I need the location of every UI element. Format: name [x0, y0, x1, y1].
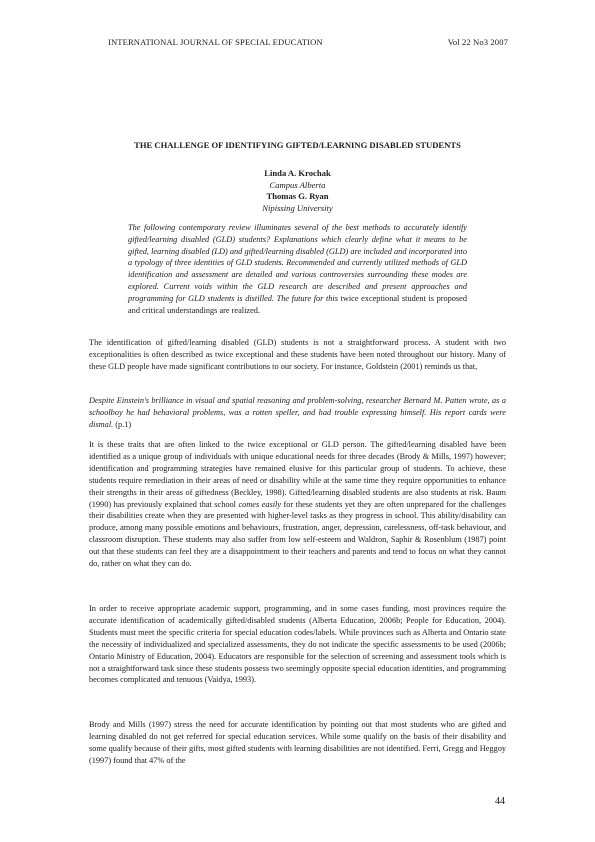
- page-number: 44: [495, 796, 505, 807]
- quote-text: Despite Einstein's brilliance in visual and spatial reasoning and problem-solving, researcher Bernard M. Patten wrote, as a schoolboy he had behavioral problems, was a rotten speller, and had trouble expressing himself. His report cards were dismal.: [89, 396, 506, 429]
- author-affiliation: Campus Alberta: [269, 179, 326, 190]
- abstract-text-upright: twice exceptional student is proposed and critical understandings are realized.: [128, 293, 467, 315]
- paragraph-referral: Brody and Mills (1997) stress the need for accurate identification by pointing out that most students who are gifted and learning disabled do not get referred for special education services. While some qualify on the basis of their disability and some qualify because of their gifts, most gifted students with learning disabilities are not identified. Ferri, Gregg and Heggoy (1997) found that 47% of the: [89, 720, 506, 765]
- author-name: Thomas G. Ryan: [266, 191, 329, 202]
- author-name: Linda A. Krochak: [264, 168, 331, 178]
- abstract-text: The following contemporary review illuminates several of the best methods to accurately identify gifted/learning disabled (GLD) students? Explanations which clearly define what it means to be gifted, learning disabled (LD) and gifted/learning disabled (GLD) are included and incorporated into a typology of three identities of GLD students. Recommended and currently utilized methods of GLD identification and assessment are detailed and various controversies surrounding these modes are explored. Current voids within the GLD research are described and present approaches and programming for GLD students is distilled. The future for this: [128, 223, 467, 303]
- quote-citation: (p.1): [113, 419, 132, 429]
- author-block: [60, 168, 535, 214]
- author-affiliation: Nipissing University: [262, 202, 333, 213]
- paragraph-traits: [89, 439, 506, 570]
- block-quote: [89, 395, 506, 431]
- paragraph-identification: In order to receive appropriate academic support, programming, and in some cases funding, most provinces require the accurate identification of academically gifted/disabled students (Alberta Education, 2006b; People for Education, 2004). Students must meet the specific criteria for special education codes/labels. While provinces such as Alberta and Ontario state the necessity of individualized and specialized assessments, they do not indicate the specific assessments to be used (2006b; Ontario Ministry of Education, 2004). Educators are responsible for the selection of screening and assessment tools which is not a straightforward task since these students possess two seemingly opposite special education identities, and programming becomes complicated and tenuous (Vaidya, 1993).: [89, 604, 506, 685]
- journal-name: INTERNATIONAL JOURNAL OF SPECIAL EDUCATION: [108, 37, 323, 47]
- paragraph-text: It is these traits that are often linked to the twice exceptional or GLD person. The gifted/learning disabled have been identified as a unique group of individuals with unique educational needs for three decades (Brody & Mills, 1997) however; identification and programming strategies have remained elusive for this particular group of students. To achieve, these students require remediation in their areas of need or disability while at the same time they require opportunities to enhance their strengths in their areas of giftedness (Beckley, 1998). Gifted/learning disabled students are also students at risk. Baum (1990) has previously explained that school: [89, 440, 506, 509]
- paragraph-text: for these students yet they are often unprepared for the challenges their disabilities create when they are presented with higher-level tasks as they progress in school. This ability/disability can produce, among many possible emotions and behaviours, frustration, anger, depression, carelessness, off-task behaviour, and classroom disruption. These students may also suffer from low self-esteem and Waldron, Saphir & Rosenblum (1987) point out that these students can feel they are a disappointment to their teachers and parents and tend to focus on what they cannot do, rather on what they can do.: [89, 499, 506, 569]
- paragraph-intro: The identification of gifted/learning disabled (GLD) students is not a straightforward process. A student with two exceptionalities is often described as twice exceptional and these students have been noted throughout our history. Many of these GLD people have made significant contributions to our society. For instance, Goldstein (2001) reminds us that,: [89, 338, 506, 371]
- abstract: [128, 222, 467, 316]
- emphasis-text: comes easily: [238, 499, 282, 509]
- volume-issue: Vol 22 No3 2007: [447, 37, 508, 47]
- article-title: THE CHALLENGE OF IDENTIFYING GIFTED/LEARNING DISABLED STUDENTS: [134, 140, 461, 150]
